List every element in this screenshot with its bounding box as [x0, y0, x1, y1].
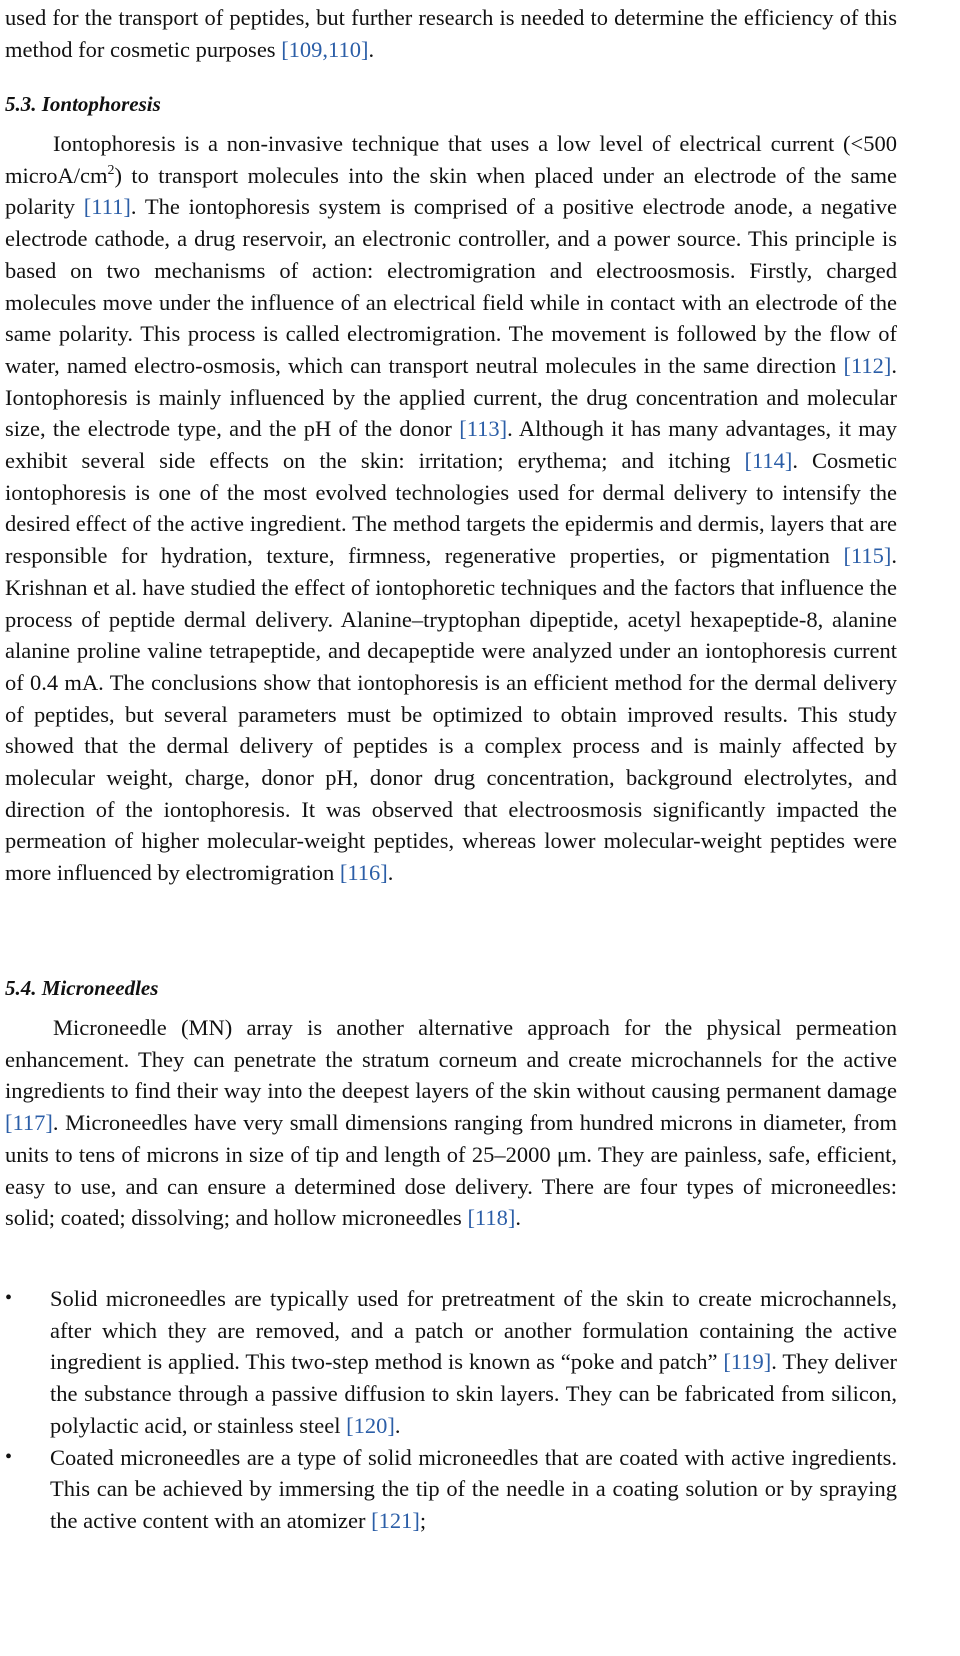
list-item-text: ;: [419, 1507, 427, 1533]
paragraph-text: used for the transport of peptides, but further research is needed to determine the efficiency of this method for cosmetic purposes: [5, 5, 897, 62]
superscript: 2: [107, 162, 115, 178]
list-item: [0, 1283, 897, 1442]
list-item-text: .: [394, 1412, 401, 1438]
paragraph-text: . Although it has many advantages, it may exhibit several side effects on the skin: irritation; erythema; and itching: [5, 416, 897, 474]
list-item-text: Solid microneedles are typically used for pretreatment of the skin to create microchannels, after which they are removed, and a patch or another formulation containing the active ingredient is applied. This two-step method is known as “poke and patch”: [50, 1286, 897, 1375]
paragraph-text: ) to transport molecules into the skin when placed under an electrode of the same polarity: [5, 162, 897, 220]
paragraph-text: .: [515, 1205, 521, 1231]
list-item: [0, 1442, 897, 1537]
list-item-text: . They deliver the substance through a passive diffusion to skin layers. They can be fabricated from silicon, polylactic acid, or stainless steel: [50, 1349, 897, 1438]
citation-link[interactable]: [117]: [5, 1110, 53, 1136]
paragraph-text: . Krishnan et al. have studied the effect of iontophoretic techniques and the factors that influence the process of peptide dermal delivery. Alanine–tryptophan dipeptide, acetyl hexapeptide-8, alanine alanine proline valine tetrapeptide, and decapeptide were analyzed under an iontophoresis current of 0.4 mA. The conclusions show that iontophoresis is an efficient method for the dermal delivery of peptides, but several parameters must be optimized to obtain improved results. This study showed that the dermal delivery of peptides is a complex process and is mainly affected by molecular weight, charge, donor pH, donor drug concentration, background electrolytes, and direction of the iontophoresis. It was observed that electroosmosis significantly impacted the permeation of higher molecular-weight peptides, whereas lower molecular-weight peptides were more influenced by electromigration: [5, 543, 897, 886]
bullet-icon: •: [5, 1445, 13, 1468]
iontophoresis-paragraph: [5, 128, 897, 889]
citation-link[interactable]: [114]: [744, 448, 793, 474]
continuation-paragraph: [5, 2, 897, 65]
paragraph-text: .: [387, 860, 394, 886]
citation-link[interactable]: [112]: [843, 352, 892, 378]
citation-link[interactable]: [113]: [459, 416, 508, 442]
citation-link[interactable]: [109,110]: [281, 36, 369, 62]
paragraph-text: .: [368, 36, 375, 62]
citation-link[interactable]: [111]: [83, 194, 131, 220]
citation-link[interactable]: [120]: [346, 1412, 395, 1438]
microneedle-types-list: [0, 1283, 897, 1537]
paragraph-text: Microneedle (MN) array is another alternative approach for the physical permeation enhancement. They can penetrate the stratum corneum and create microchannels for the active ingredients to find their way into the deepest layers of the skin without causing permanent damage: [5, 1015, 897, 1104]
citation-link[interactable]: [115]: [843, 543, 892, 569]
paragraph-text: . Iontophoresis is mainly influenced by the applied current, the drug concentration and molecular size, the electrode type, and the pH of the donor: [5, 352, 897, 442]
citation-link[interactable]: [118]: [467, 1205, 516, 1231]
microneedles-paragraph: [5, 1012, 897, 1234]
list-item-text: Coated microneedles are a type of solid microneedles that are coated with active ingredients. This can be achieved by immersing the tip of the needle in a coating solution or by spraying the active content with an atomizer: [50, 1444, 897, 1533]
citation-link[interactable]: [116]: [339, 860, 388, 886]
section-heading-microneedles: 5.4. Microneedles: [5, 976, 159, 1000]
paragraph-text: . Microneedles have very small dimensions ranging from hundred microns in diameter, from units to tens of microns in size of tip and length of 25–2000 μm. They are painless, safe, efficient, easy to use, and can ensure a determined dose delivery. There are four types of microneedles: solid; coated; dissolving; and hollow microneedles: [5, 1110, 897, 1231]
section-heading-iontophoresis: 5.3. Iontophoresis: [5, 92, 161, 116]
paragraph-text: Iontophoresis is a non-invasive technique that uses a low level of electrical current (<500 microA/cm: [5, 131, 897, 188]
citation-link[interactable]: [121]: [371, 1507, 420, 1533]
paragraph-text: . The iontophoresis system is comprised of a positive electrode anode, a negative electrode cathode, a drug reservoir, an electronic controller, and a power source. This principle is based on two mechanisms of action: electromigration and electroosmosis. Firstly, charged molecules move under the influence of an electrical field while in contact with an electrode of the same polarity. This process is called electromigration. The movement is followed by the flow of water, named electro-osmosis, which can transport neutral molecules in the same direction: [5, 194, 897, 378]
paragraph-text: . Cosmetic iontophoresis is one of the most evolved technologies used for dermal delivery to intensify the desired effect of the active ingredient. The method targets the epidermis and dermis, layers that are responsible for hydration, texture, firmness, regenerative properties, or pigmentation: [5, 448, 897, 569]
bullet-icon: •: [5, 1287, 13, 1309]
citation-link[interactable]: [119]: [723, 1349, 772, 1375]
